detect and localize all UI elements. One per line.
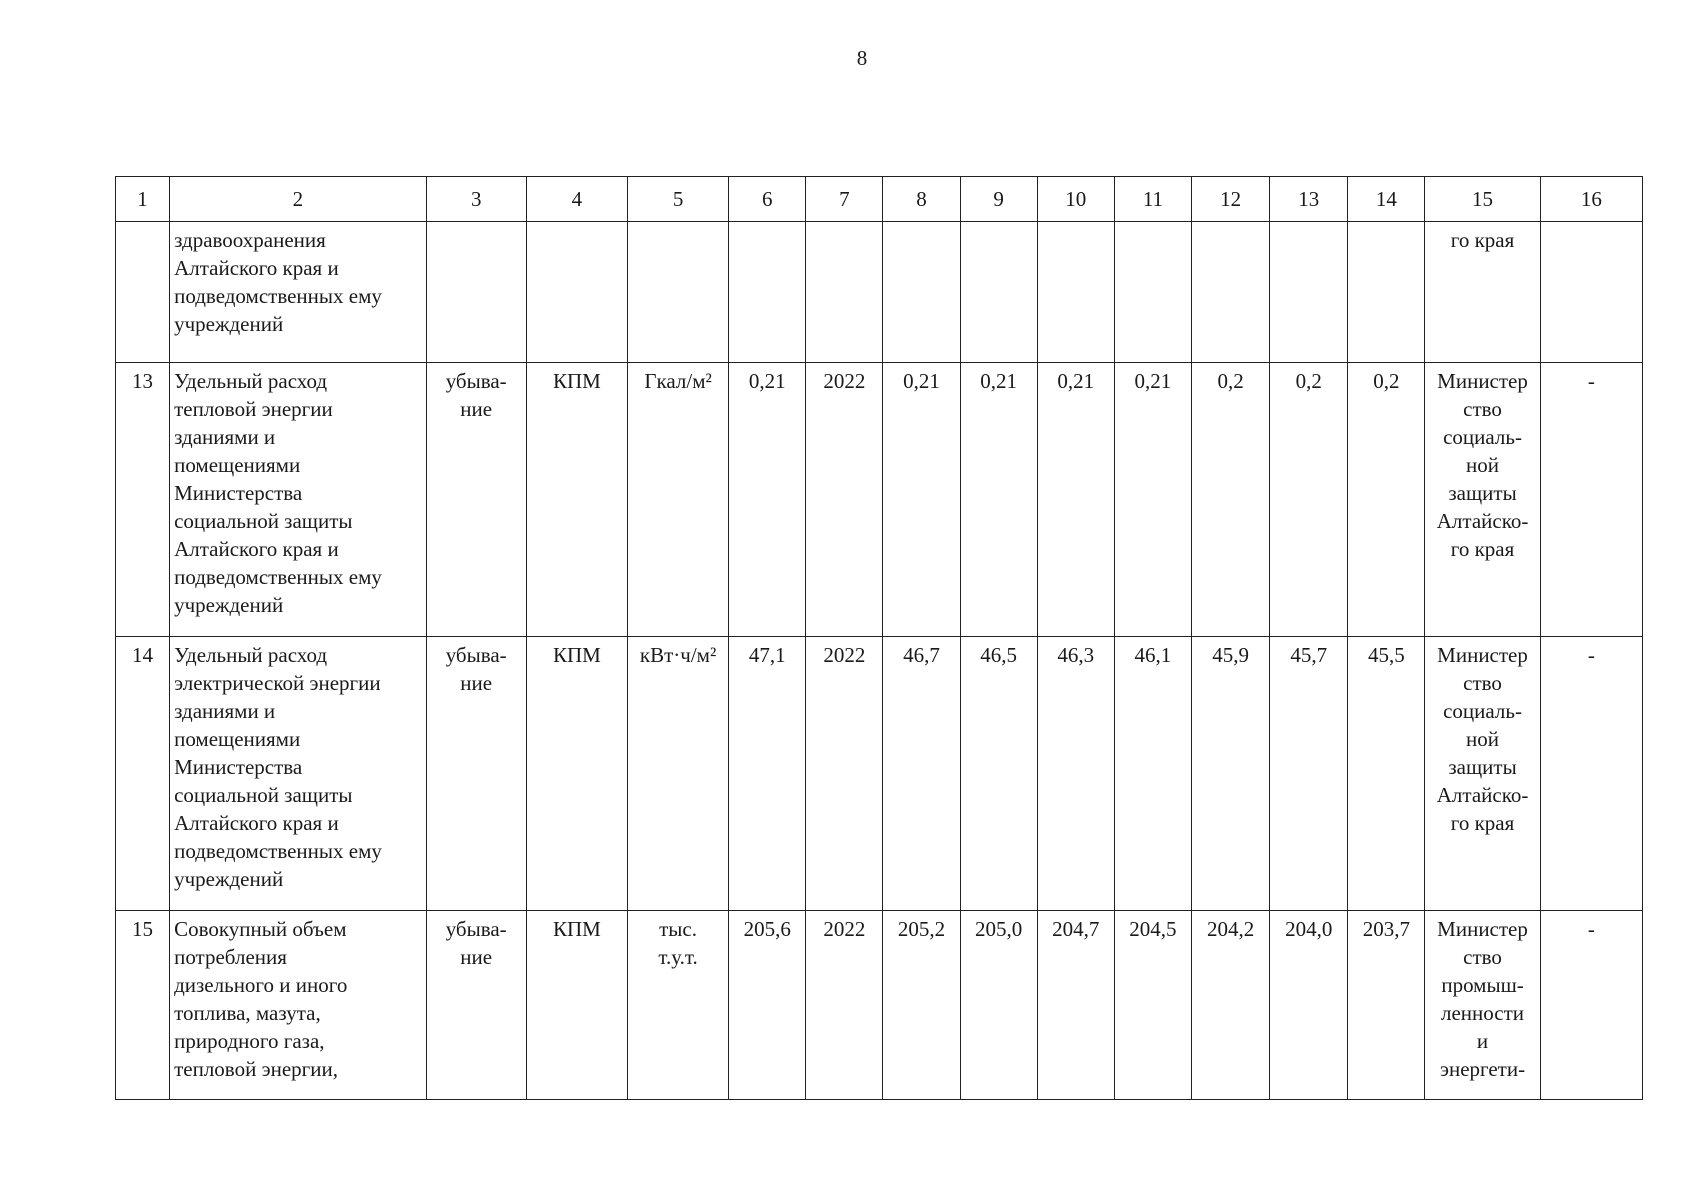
empty-cell <box>1348 222 1425 363</box>
value-cell: 0,2 <box>1270 363 1348 637</box>
value-cell: 46,5 <box>960 637 1037 911</box>
unit-cell: Гкал/м² <box>627 363 728 637</box>
indicator-name-cell: Удельный расход электрической энергии зданиями и помещениями Министерства социальной защиты Алтайского края и подведомственных ему учреждений <box>170 637 427 911</box>
header-cell: 12 <box>1192 177 1270 222</box>
header-cell: 10 <box>1037 177 1114 222</box>
note-cell: - <box>1540 637 1642 911</box>
base-year-cell: 2022 <box>806 911 883 1100</box>
value-cell: 45,7 <box>1270 637 1348 911</box>
header-cell: 8 <box>883 177 960 222</box>
value-cell: 46,7 <box>883 637 960 911</box>
empty-cell <box>1270 222 1348 363</box>
header-cell: 9 <box>960 177 1037 222</box>
header-cell: 1 <box>116 177 170 222</box>
indicators-table <box>115 176 1643 1100</box>
value-cell: 205,0 <box>960 911 1037 1100</box>
value-cell: 205,2 <box>883 911 960 1100</box>
row-number-cell: 13 <box>116 363 170 637</box>
header-cell: 2 <box>170 177 427 222</box>
value-cell: 0,21 <box>883 363 960 637</box>
header-cell: 16 <box>1540 177 1642 222</box>
header-cell: 5 <box>627 177 728 222</box>
row-number-cell: 15 <box>116 911 170 1100</box>
responsible-cell: Министер ство промыш- ленности и энергети- <box>1425 911 1540 1100</box>
trend-cell: убыва- ние <box>426 637 526 911</box>
value-cell: 203,7 <box>1348 911 1425 1100</box>
value-cell: 0,21 <box>1114 363 1191 637</box>
base-year-cell: 2022 <box>806 363 883 637</box>
responsible-cell: го края <box>1425 222 1540 363</box>
value-cell: 0,2 <box>1348 363 1425 637</box>
empty-cell <box>1192 222 1270 363</box>
header-cell: 7 <box>806 177 883 222</box>
responsible-cell: Министер ство социаль- ной защиты Алтайско- го края <box>1425 363 1540 637</box>
note-cell: - <box>1540 363 1642 637</box>
type-cell: КПМ <box>526 911 627 1100</box>
empty-cell <box>960 222 1037 363</box>
base-value-cell: 205,6 <box>729 911 806 1100</box>
type-cell: КПМ <box>526 363 627 637</box>
header-cell: 4 <box>526 177 627 222</box>
header-row <box>116 177 1643 222</box>
empty-cell <box>526 222 627 363</box>
unit-cell: кВт·ч/м² <box>627 637 728 911</box>
base-value-cell: 47,1 <box>729 637 806 911</box>
value-cell: 204,5 <box>1114 911 1191 1100</box>
table-row <box>116 363 1643 637</box>
table-row <box>116 911 1643 1100</box>
header-cell: 14 <box>1348 177 1425 222</box>
empty-cell <box>627 222 728 363</box>
base-year-cell: 2022 <box>806 637 883 911</box>
value-cell: 45,9 <box>1192 637 1270 911</box>
value-cell: 45,5 <box>1348 637 1425 911</box>
value-cell: 46,3 <box>1037 637 1114 911</box>
empty-cell <box>1114 222 1191 363</box>
responsible-cell: Министер ство социаль- ной защиты Алтайско- го края <box>1425 637 1540 911</box>
empty-cell <box>1540 222 1642 363</box>
header-cell: 11 <box>1114 177 1191 222</box>
value-cell: 204,2 <box>1192 911 1270 1100</box>
table-row <box>116 637 1643 911</box>
indicator-name-cell: Удельный расход тепловой энергии зданиями и помещениями Министерства социальной защиты Алтайского края и подведомственных ему учреждений <box>170 363 427 637</box>
indicator-name-cell: здравоохранения Алтайского края и подведомственных ему учреждений <box>170 222 427 363</box>
empty-cell <box>426 222 526 363</box>
base-value-cell: 0,21 <box>729 363 806 637</box>
table-row-continuation <box>116 222 1643 363</box>
empty-cell <box>729 222 806 363</box>
value-cell: 204,0 <box>1270 911 1348 1100</box>
trend-cell: убыва- ние <box>426 911 526 1100</box>
empty-cell <box>806 222 883 363</box>
page-number: 8 <box>856 46 868 70</box>
empty-cell <box>883 222 960 363</box>
header-cell: 13 <box>1270 177 1348 222</box>
value-cell: 0,21 <box>960 363 1037 637</box>
type-cell: КПМ <box>526 637 627 911</box>
trend-cell: убыва- ние <box>426 363 526 637</box>
value-cell: 0,2 <box>1192 363 1270 637</box>
indicator-name-cell: Совокупный объем потребления дизельного и иного топлива, мазута, природного газа, тепловой энергии, <box>170 911 427 1100</box>
row-number-cell: 14 <box>116 637 170 911</box>
note-cell: - <box>1540 911 1642 1100</box>
empty-cell <box>1037 222 1114 363</box>
unit-cell: тыс. т.у.т. <box>627 911 728 1100</box>
row-number-cell <box>116 222 170 363</box>
value-cell: 0,21 <box>1037 363 1114 637</box>
header-cell: 15 <box>1425 177 1540 222</box>
header-cell: 3 <box>426 177 526 222</box>
header-cell: 6 <box>729 177 806 222</box>
value-cell: 204,7 <box>1037 911 1114 1100</box>
value-cell: 46,1 <box>1114 637 1191 911</box>
